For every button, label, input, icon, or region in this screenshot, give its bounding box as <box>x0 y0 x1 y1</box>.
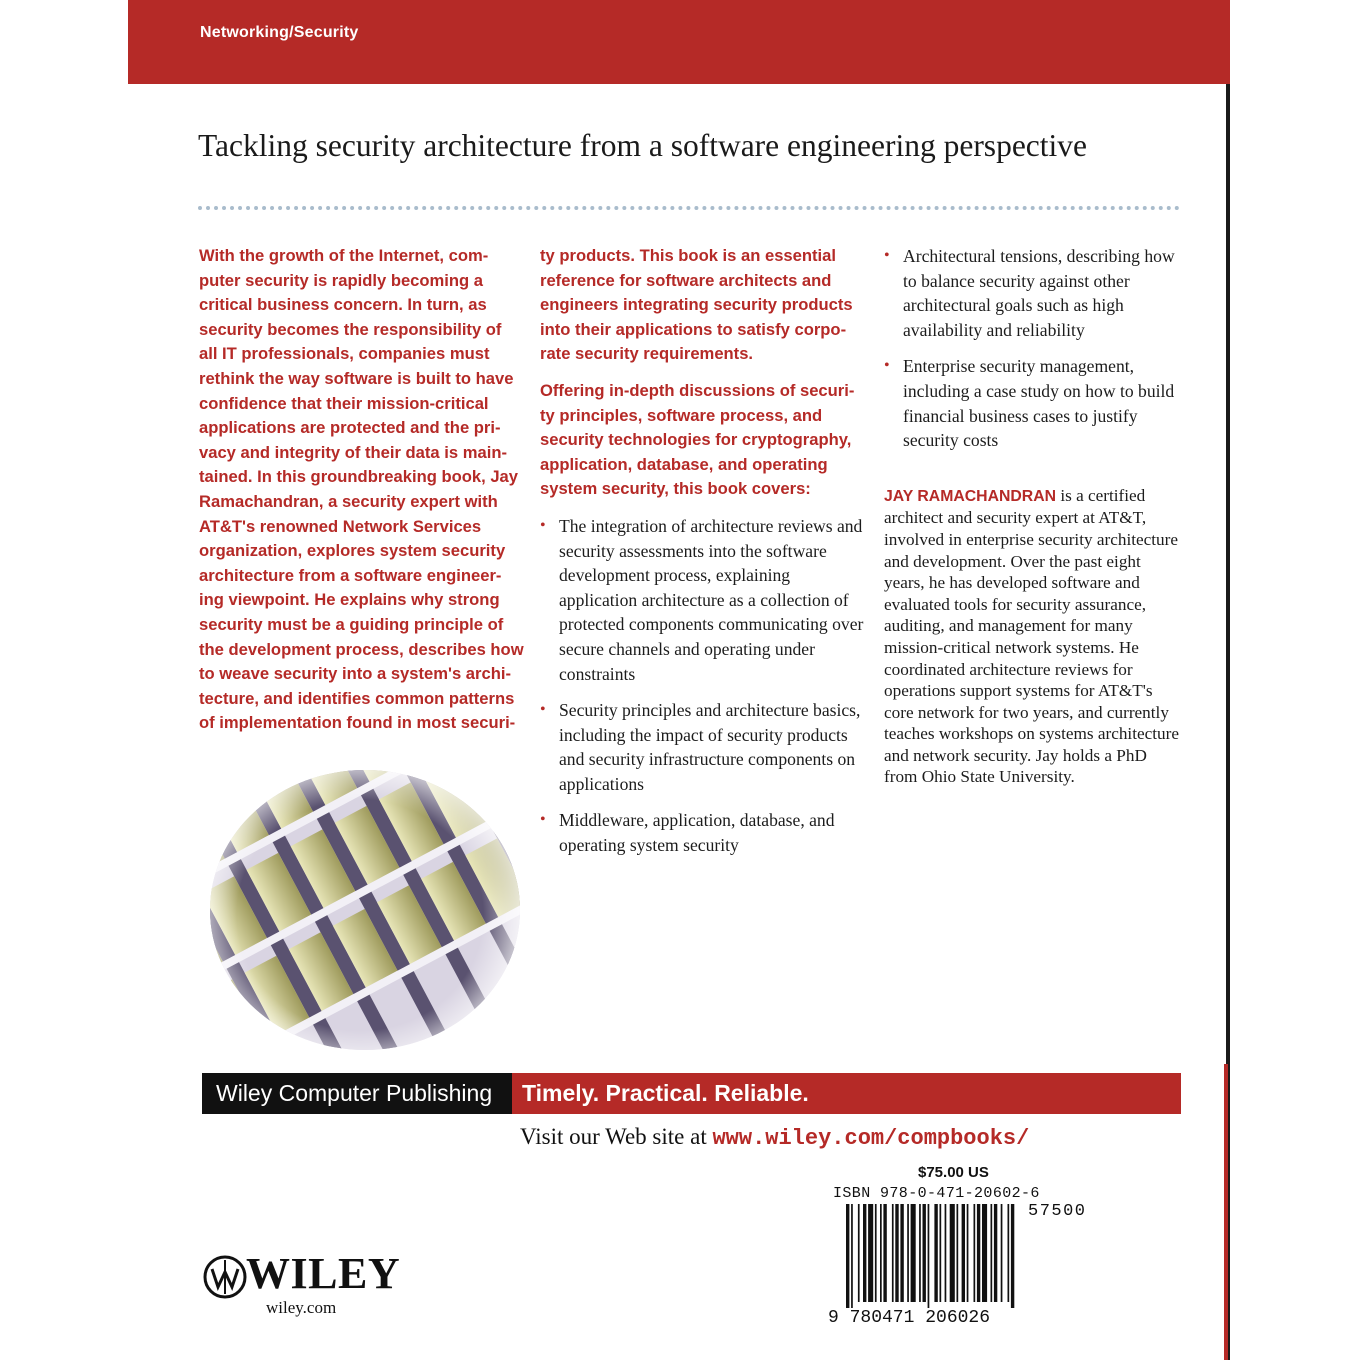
barcode-bar <box>934 1204 937 1302</box>
category-band <box>128 0 1230 84</box>
building-facade-image <box>200 750 520 1050</box>
spine-red-accent <box>1224 1064 1228 1360</box>
intro-continued: ty products. This book is an essential reference for software architects and engineers integrating security products into their applications to satisfy corpo- rate security requirements. <box>540 246 853 364</box>
barcode-bar <box>982 1204 987 1302</box>
isbn: ISBN 978-0-471-20602-6 <box>833 1185 1040 1202</box>
publisher-bar <box>202 1073 1181 1114</box>
headline: Tackling security architecture from a software engineering perspective <box>198 128 1088 163</box>
barcode-bar <box>950 1204 955 1302</box>
wiley-emblem-icon <box>202 1254 248 1300</box>
barcode-bar <box>919 1204 921 1302</box>
wiley-wordmark: WILEY <box>246 1249 401 1298</box>
barcode-bar <box>928 1204 930 1308</box>
barcode-bar <box>962 1204 965 1302</box>
barcode-bar <box>895 1204 898 1302</box>
barcode-bar <box>957 1204 959 1302</box>
barcode-bar <box>875 1204 877 1302</box>
barcode-bar <box>900 1204 903 1302</box>
list-item: • Middleware, application, database, and operating system security <box>540 808 870 857</box>
list-item: • Architectural tensions, describing how to balance security against other architectural goals such as high availability and reliability <box>884 244 1184 342</box>
barcode-bar <box>991 1204 993 1302</box>
wiley-url: wiley.com <box>266 1298 337 1317</box>
barcode-bar <box>846 1204 849 1308</box>
barcode-bar <box>858 1204 860 1302</box>
website-link[interactable]: www.wiley.com/compbooks/ <box>712 1126 1030 1151</box>
barcode-bar <box>940 1204 942 1302</box>
category-label: Networking/Security <box>200 24 359 41</box>
barcode-bar <box>868 1204 873 1302</box>
publisher-label: Wiley Computer Publishing <box>202 1073 512 1114</box>
covers-list <box>540 514 870 858</box>
barcode-bar <box>863 1204 866 1302</box>
author-name: JAY RAMACHANDRAN <box>884 487 1057 505</box>
author-bio <box>884 485 1184 788</box>
website-label: Visit our Web site at <box>520 1124 713 1149</box>
barcode-bar <box>977 1204 980 1302</box>
covers-list-continued <box>884 244 1184 453</box>
back-cover <box>128 0 1230 1360</box>
website-line <box>520 1124 1029 1151</box>
price: $75.00 US <box>918 1164 989 1181</box>
barcode-bar <box>1008 1204 1010 1302</box>
barcode-number: 9 780471 206026 <box>828 1308 991 1328</box>
intro-column-2 <box>540 244 870 870</box>
barcode-bar <box>1001 1204 1003 1302</box>
author-bio-text: is a certified architect and security expert at AT&T, involved in enterprise security architecture and development. Over the past eight years, he has developed software and evaluated tools for security assurance, auditing, and management for many mission-critical network systems. He coordinated architecture reviews for operations support systems for AT&T's core network for two years, and currently teaches workshops on systems architecture and network security. Jay holds a PhD from Ohio State University. <box>884 485 1179 787</box>
barcode <box>846 1204 1082 1308</box>
barcode-bar <box>851 1204 853 1308</box>
barcode-bar <box>911 1204 916 1302</box>
barcode-bar <box>892 1204 894 1302</box>
list-item: • Security principles and architecture basics, including the impact of security products and security infrastructure components on applications <box>540 698 870 796</box>
column-3 <box>884 244 1184 788</box>
barcode-bar <box>883 1204 886 1302</box>
barcode-bar <box>923 1204 926 1302</box>
list-item: • Enterprise security management, including a case study on how to build financial business cases to justify security costs <box>884 354 1184 452</box>
covers-lead: Offering in-depth discussions of securi- ty principles, software process, and security technologies for cryptography, application, database, and operating system security, this book covers: <box>540 380 855 499</box>
list-item: • The integration of architecture reviews and security assessments into the software development process, explaining application architecture as a collection of protected components communicating over secure channels and operating under constraints <box>540 514 870 686</box>
barcode-bar <box>945 1204 947 1302</box>
barcode-addon-number: 57500 <box>1028 1202 1087 1221</box>
dotted-divider <box>198 206 1180 210</box>
tagline: Timely. Practical. Reliable. <box>512 1073 1181 1114</box>
barcode-bar <box>907 1204 909 1302</box>
barcode-bar <box>994 1204 997 1302</box>
barcode-bar <box>1011 1204 1014 1308</box>
barcode-bar <box>967 1204 969 1302</box>
barcode-bar <box>880 1204 882 1302</box>
wiley-logo <box>202 1249 401 1324</box>
intro-column-1: With the growth of the Internet, com- puter security is rapidly becoming a critical business concern. In turn, as security becomes the responsibility of all IT professionals, companies must rethink the way software is built to have confidence that their mission-critical applications are protected and the pri- vacy and integrity of their data is main- tained. In this groundbreaking book, Jay Ramachandran, a security expert with AT&T's renowned Network Services organization, explores system security architecture from a software engineer- ing viewpoint. He explains why strong security must be a guiding principle of the development process, describes how to weave security into a system's archi- tecture, and identifies common patterns of implementation found in most securi- <box>199 246 524 733</box>
barcode-bar <box>974 1204 976 1302</box>
